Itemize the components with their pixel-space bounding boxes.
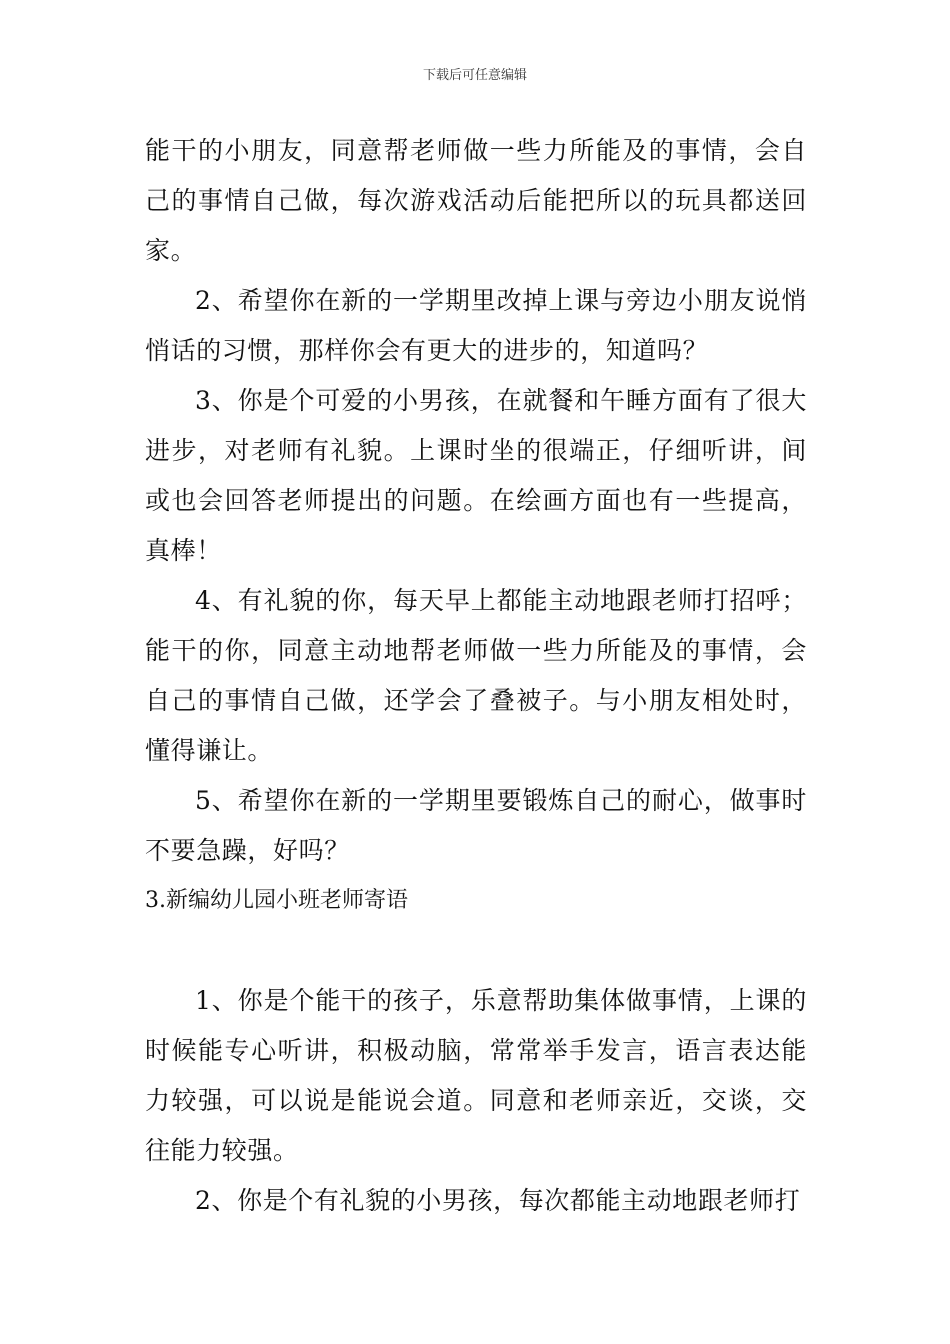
paragraph-item-2: 2、希望你在新的一学期里改掉上课与旁边小朋友说悄悄话的习惯，那样你会有更大的进步的，知道吗？ [145, 286, 807, 365]
paragraph-item-5: 5、希望你在新的一学期里要锻炼自己的耐心，做事时不要急躁，好吗？ [145, 786, 807, 865]
paragraph-continuation: 能干的小朋友，同意帮老师做一些力所能及的事情，会自己的事情自己做，每次游戏活动后能把所以的玩具都送回家。 [145, 136, 807, 265]
paragraph-item-3: 3、你是个可爱的小男孩，在就餐和午睡方面有了很大进步，对老师有礼貌。上课时坐的很端正，仔细听讲，间或也会回答老师提出的问题。在绘画方面也有一些提高，真棒！ [145, 386, 807, 565]
paragraph-item-4: 4、有礼貌的你，每天早上都能主动地跟老师打招呼；能干的你，同意主动地帮老师做一些力所能及的事情，会自己的事情自己做，还学会了叠被子。与小朋友相处时，懂得谦让。 [145, 586, 807, 765]
paragraph-item-1: 1、你是个能干的孩子，乐意帮助集体做事情，上课的时候能专心听讲，积极动脑，常常举手发言，语言表达能力较强，可以说是能说会道。同意和老师亲近，交谈，交往能力较强。 [145, 986, 807, 1165]
section-heading: 3.新编幼儿园小班老师寄语 [145, 888, 408, 913]
blank-line [145, 926, 807, 976]
paragraph-item-2-new-section: 2、你是个有礼貌的小男孩，每次都能主动地跟老师打 [195, 1186, 801, 1215]
page-header: 下载后可任意编辑 [422, 68, 527, 83]
document-body [145, 126, 807, 1226]
